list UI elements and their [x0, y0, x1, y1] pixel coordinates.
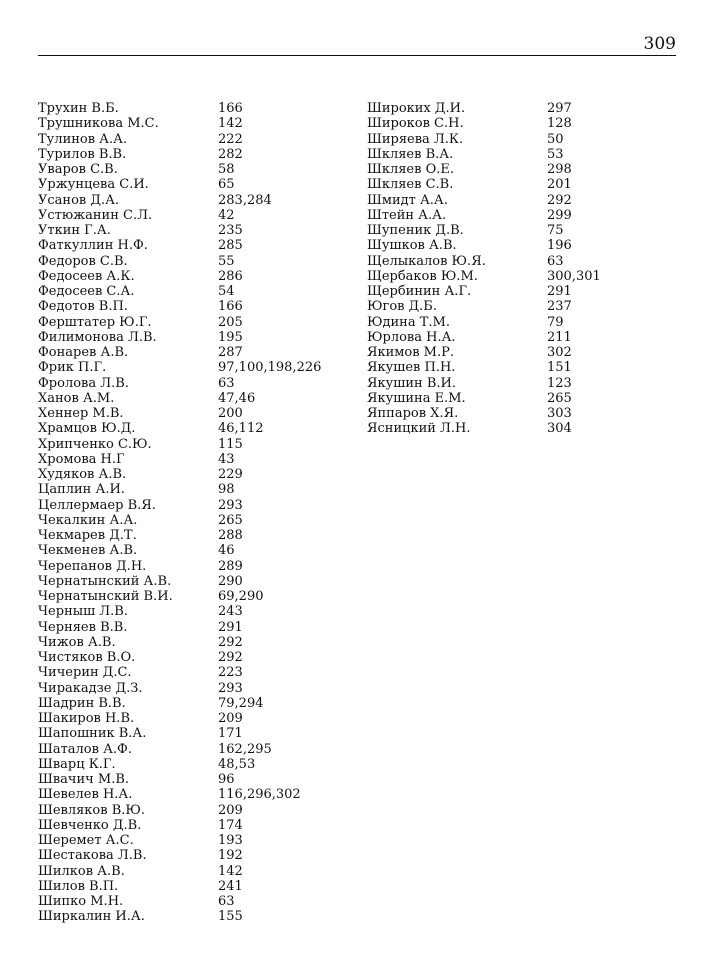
page-references: 205 [218, 314, 243, 330]
author-name: Шевляков В.Ю. [38, 802, 146, 818]
page-references: 237 [547, 299, 572, 315]
author-name: Шаталов А.Ф. [38, 741, 132, 757]
page-references: 297 [547, 101, 572, 116]
author-name: Цаплин А.И. [38, 482, 125, 498]
page-references: 293 [218, 497, 243, 513]
page-references: 63 [218, 375, 235, 391]
author-name: Шкляев С.В. [367, 177, 454, 193]
author-name: Федосеев С.А. [38, 284, 135, 299]
page-references: 291 [547, 284, 572, 299]
author-name: Ясницкий Л.Н. [367, 421, 471, 437]
page-references: 200 [218, 406, 243, 421]
page-references: 241 [218, 878, 243, 894]
page-references: 46,112 [218, 421, 264, 437]
author-name: Якушев П.Н. [367, 360, 456, 376]
author-name: Уваров С.В. [38, 162, 118, 177]
page-references: 195 [218, 329, 243, 345]
page-references: 291 [218, 619, 243, 635]
page-references: 65 [218, 177, 235, 193]
author-name: Филимонова Л.В. [38, 329, 157, 345]
author-name: Широких Д.И. [367, 101, 466, 116]
author-name: Шеремет А.С. [38, 833, 134, 848]
author-name: Черняев В.В. [38, 619, 128, 635]
author-name: Югов Д.Б. [367, 299, 437, 315]
page-references: 282 [218, 146, 243, 162]
author-name: Худяков А.В. [38, 467, 127, 482]
author-name: Шестакова Л.В. [38, 848, 147, 864]
author-name: Чернатынский А.В. [38, 573, 172, 589]
author-name: Устюжанин С.Л. [38, 207, 153, 223]
author-name: Чижов А.В. [38, 634, 116, 650]
author-name: Шупеник Д.В. [367, 223, 464, 238]
author-name: Усанов Д.А. [38, 192, 120, 208]
page-references: 193 [218, 833, 243, 848]
page-references: 43 [218, 451, 235, 467]
page-references: 222 [218, 131, 243, 147]
page-references: 292 [218, 650, 243, 665]
author-name: Шакиров Н.В. [38, 711, 135, 726]
page-references: 292 [547, 192, 572, 208]
page-references: 283,284 [218, 192, 272, 208]
author-name: Юдина Т.М. [367, 314, 450, 330]
author-name: Яппаров Х.Я. [367, 406, 459, 421]
page-references: 128 [547, 116, 572, 132]
author-name: Целлермаер В.Я. [38, 497, 156, 513]
page-references: 151 [547, 360, 572, 376]
page-references: 46 [218, 543, 235, 559]
author-name: Черныш Л.В. [38, 604, 128, 620]
author-name: Шилов В.П. [38, 878, 119, 894]
author-name: Ширкалин И.А. [38, 909, 145, 925]
author-name: Шипко М.Н. [38, 894, 124, 909]
author-name: Шварц К.Г. [38, 756, 116, 772]
page-references: 285 [218, 238, 243, 254]
page-references: 162,295 [218, 741, 272, 757]
author-name: Уржунцева С.И. [38, 177, 149, 193]
page-references: 265 [218, 512, 243, 528]
page-references: 50 [547, 131, 564, 147]
author-name: Шилков А.В. [38, 863, 125, 879]
page-references: 155 [218, 909, 243, 925]
header-rule [38, 55, 676, 56]
author-name: Хеннер М.В. [38, 406, 124, 421]
page-references: 211 [547, 329, 572, 345]
page-references: 287 [218, 345, 243, 360]
page-references: 54 [218, 284, 235, 299]
page-references: 63 [547, 253, 564, 269]
author-name: Штейн А.А. [367, 207, 447, 223]
author-name: Федотов В.П. [38, 299, 128, 315]
page-number: 309 [643, 34, 676, 54]
author-name: Щелыкалов Ю.Я. [367, 253, 486, 269]
author-name: Шапошник В.А. [38, 726, 147, 742]
author-name: Чекмарев Д.Т. [38, 528, 137, 543]
author-name: Хромова Н.Г [38, 451, 125, 467]
author-name: Якимов М.Р. [367, 345, 455, 360]
author-name: Якушина Е.М. [367, 390, 466, 406]
page-references: 300,301 [547, 268, 601, 284]
author-name: Чекалкин А.А. [38, 512, 138, 528]
page-references: 265 [547, 390, 572, 406]
author-name: Трухин В.Б. [38, 101, 119, 116]
page-references: 286 [218, 268, 243, 284]
author-name: Турилов В.В. [38, 146, 127, 162]
page-references: 79 [547, 314, 564, 330]
author-name: Шкляев О.Е. [367, 162, 454, 177]
author-name: Ферштатер Ю.Г. [38, 314, 152, 330]
author-name: Уткин Г.А. [38, 223, 111, 238]
page-references: 53 [547, 146, 564, 162]
page-references: 69,290 [218, 589, 264, 604]
author-name: Чиракадзе Д.З. [38, 680, 143, 696]
author-name: Черепанов Д.Н. [38, 558, 147, 574]
author-name: Шадрин В.В. [38, 695, 126, 711]
page-references: 55 [218, 253, 235, 269]
page-references: 98 [218, 482, 235, 498]
author-name: Храмцов Ю.Д. [38, 421, 136, 437]
page-references: 171 [218, 726, 243, 742]
page-references: 42 [218, 207, 235, 223]
page-references: 97,100,198,226 [218, 360, 322, 376]
author-name: Щербаков Ю.М. [367, 268, 478, 284]
author-name: Фрик П.Г. [38, 360, 107, 376]
page-references: 288 [218, 528, 243, 543]
page-references: 123 [547, 375, 572, 391]
page-references: 79,294 [218, 695, 264, 711]
author-name: Федоров С.В. [38, 253, 128, 269]
author-name: Фонарев А.В. [38, 345, 129, 360]
page-references: 302 [547, 345, 572, 360]
author-name: Шкляев В.А. [367, 146, 454, 162]
page-references: 235 [218, 223, 243, 238]
author-name: Шушков А.В. [367, 238, 457, 254]
page-references: 166 [218, 299, 243, 315]
page-references: 243 [218, 604, 243, 620]
page-references: 48,53 [218, 756, 256, 772]
page-references: 174 [218, 817, 243, 833]
page-references: 298 [547, 162, 572, 177]
author-name: Шевченко Д.В. [38, 817, 142, 833]
page-references: 75 [547, 223, 564, 238]
author-name: Ханов А.М. [38, 390, 115, 406]
author-name: Хрипченко С.Ю. [38, 436, 152, 452]
page-references: 166 [218, 101, 243, 116]
page-references: 142 [218, 863, 243, 879]
page-references: 58 [218, 162, 235, 177]
author-name: Швачич М.В. [38, 772, 130, 787]
page-references: 201 [547, 177, 572, 193]
page-references: 299 [547, 207, 572, 223]
page-references: 209 [218, 711, 243, 726]
page-references: 303 [547, 406, 572, 421]
author-name: Чекменев А.В. [38, 543, 138, 559]
author-name: Ширяева Л.К. [367, 131, 464, 147]
page-references: 47,46 [218, 390, 256, 406]
author-name: Шевелев Н.А. [38, 787, 133, 803]
page-references: 196 [547, 238, 572, 254]
page-references: 115 [218, 436, 243, 452]
page-references: 142 [218, 116, 243, 132]
author-name: Фаткуллин Н.Ф. [38, 238, 148, 254]
page-references: 116,296,302 [218, 787, 301, 803]
page-references: 290 [218, 573, 243, 589]
page-references: 293 [218, 680, 243, 696]
page-references: 292 [218, 634, 243, 650]
author-name: Юрлова Н.А. [367, 329, 456, 345]
author-name: Чернатынский В.И. [38, 589, 173, 604]
page-references: 304 [547, 421, 572, 437]
author-name: Шмидт А.А. [367, 192, 448, 208]
page-references: 289 [218, 558, 243, 574]
author-name: Щербинин А.Г. [367, 284, 472, 299]
page-references: 192 [218, 848, 243, 864]
author-name: Якушин В.И. [367, 375, 456, 391]
page-references: 96 [218, 772, 235, 787]
author-name: Тулинов А.А. [38, 131, 128, 147]
author-name: Федосеев А.К. [38, 268, 135, 284]
page-references: 229 [218, 467, 243, 482]
author-name: Широков С.Н. [367, 116, 464, 132]
author-name: Фролова Л.В. [38, 375, 129, 391]
page-references: 209 [218, 802, 243, 818]
page-references: 223 [218, 665, 243, 681]
author-name: Трушникова М.С. [38, 116, 159, 132]
author-name: Чистяков В.О. [38, 650, 136, 665]
author-name: Чичерин Д.С. [38, 665, 132, 681]
page-references: 63 [218, 894, 235, 909]
